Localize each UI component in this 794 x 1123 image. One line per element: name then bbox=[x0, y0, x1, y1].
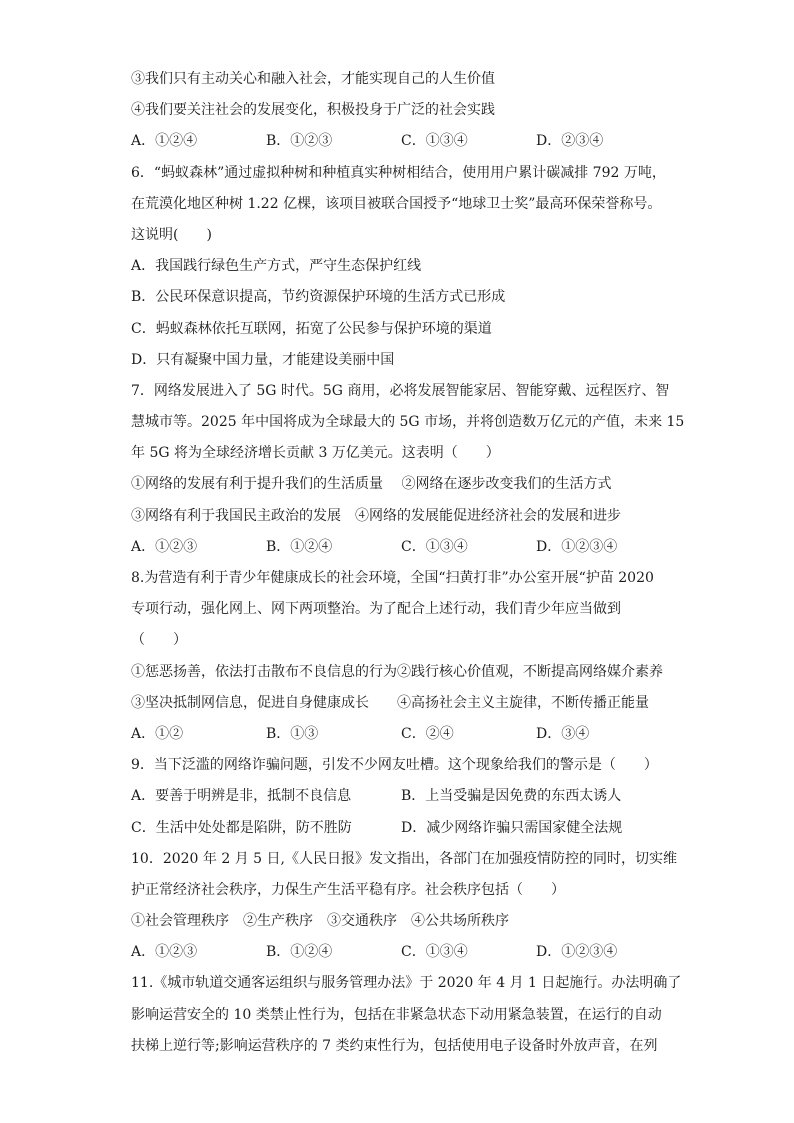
answer-option: B．①②④ bbox=[266, 944, 333, 961]
text-line: ④我们要关注社会的发展变化，积极投身于广泛的社会实践 bbox=[131, 102, 495, 119]
answer-option: A．①②④ bbox=[131, 133, 198, 150]
text-line: 7．网络发展进入了 5G 时代。5G 商用，必将发展智能家居、智能穿戴、远程医疗、智 bbox=[131, 382, 670, 399]
answer-options bbox=[131, 532, 671, 563]
answer-options bbox=[131, 719, 671, 750]
text-line: 这说明( ) bbox=[131, 226, 212, 243]
answer-option: C．①③④ bbox=[401, 944, 468, 961]
answer-option: D．②③④ bbox=[536, 133, 604, 150]
text-line: ③坚决抵制网信息，促进自身健康成长 ④高扬社会主义主旋律，不断传播正能量 bbox=[131, 694, 649, 711]
text-line: C．蚂蚁森林依托互联网，拓宽了公民参与保护环境的渠道 bbox=[131, 320, 492, 337]
text-line: B．公民环保意识提高，节约资源保护环境的生活方式已形成 bbox=[131, 289, 506, 306]
answer-option: A．①②③ bbox=[131, 944, 198, 961]
answer-option: C．生活中处处都是陷阱，防不胜防 bbox=[131, 819, 352, 836]
text-line: ①惩恶扬善，依法打击散布不良信息的行为②践行核心价值观，不断提高网络媒介素养 bbox=[131, 663, 663, 680]
answer-option: C．②④ bbox=[401, 725, 454, 742]
answer-option: D．减少网络诈骗只需国家健全法规 bbox=[401, 819, 623, 836]
answer-option: B．①②④ bbox=[266, 538, 333, 555]
text-line: D．只有凝聚中国力量，才能建设美丽中国 bbox=[131, 351, 395, 368]
answer-option: B．①③ bbox=[266, 725, 319, 742]
text-line: （ ） bbox=[131, 632, 187, 649]
text-line: 专项行动，强化网上、网下两项整治。为了配合上述行动，我们青少年应当做到 bbox=[131, 601, 621, 618]
text-line: 年 5G 将为全球经济增长贡献 3 万亿美元。这表明（ ） bbox=[131, 445, 500, 462]
answer-option: A．要善于明辨是非，抵制不良信息 bbox=[131, 788, 352, 805]
answer-options bbox=[131, 126, 671, 157]
question-text bbox=[131, 64, 685, 1062]
text-line: 9．当下泛滥的网络诈骗问题，引发不少网友吐槽。这个现象给我们的警示是（ ） bbox=[131, 757, 658, 774]
text-line: A．我国践行绿色生产方式，严守生态保护红线 bbox=[131, 258, 422, 275]
text-line: 慧城市等。2025 年中国将成为全球最大的 5G 市场，并将创造数万亿元的产值，未来 15 bbox=[131, 414, 685, 431]
answer-option: C．①③④ bbox=[401, 538, 468, 555]
answer-option: B．①②③ bbox=[266, 133, 333, 150]
answer-option: B．上当受骗是因免费的东西太诱人 bbox=[401, 788, 622, 805]
text-line: 在荒漠化地区种树 1.22 亿棵，该项目被联合国授予“地球卫士奖”最高环保荣誉称号。 bbox=[131, 195, 662, 212]
answer-option: A．①② bbox=[131, 725, 184, 742]
answer-option: D．①②③④ bbox=[536, 538, 618, 555]
answer-option: A．①②③ bbox=[131, 538, 198, 555]
text-line: ③网络有利于我国民主政治的发展 ④网络的发展能促进经济社会的发展和进步 bbox=[131, 507, 621, 524]
text-line: ①社会管理秩序 ②生产秩序 ③交通秩序 ④公共场所秩序 bbox=[131, 913, 509, 930]
text-line: 11.《城市轨道交通客运组织与服务管理办法》于 2020 年 4 月 1 日起施行。办法明确了 bbox=[131, 975, 682, 992]
answer-option: C．①③④ bbox=[401, 133, 468, 150]
text-line: 6．“蚂蚁森林”通过虚拟种树和种植真实种树相结合，使用用户累计碳减排 792 万吨， bbox=[131, 164, 666, 181]
answer-options bbox=[131, 781, 671, 812]
text-line: ③我们只有主动关心和融入社会，才能实现自己的人生价值 bbox=[131, 71, 495, 87]
text-line: 影响运营安全的 10 类禁止性行为，包括在非紧急状态下动用紧急装置，在运行的自动 bbox=[131, 1006, 662, 1023]
text-line: 扶梯上逆行等;影响运营秩序的 7 类约束性行为，包括使用电子设备时外放声音，在列 bbox=[131, 1037, 658, 1054]
text-line: ①网络的发展有利于提升我们的生活质量 ②网络在逐步改变我们的生活方式 bbox=[131, 476, 612, 493]
text-line: 护正常经济社会秩序，力保生产生活平稳有序。社会秩序包括（ ） bbox=[131, 881, 565, 898]
answer-option: D．③④ bbox=[536, 725, 590, 742]
answer-options bbox=[131, 937, 671, 968]
answer-options bbox=[131, 813, 671, 844]
answer-option: D．①②③④ bbox=[536, 944, 618, 961]
text-line: 10．2020 年 2 月 5 日,《人民日报》发文指出，各部门在加强疫情防控的同时，切实维 bbox=[131, 850, 677, 867]
text-line: 8.为营造有利于青少年健康成长的社会环境，全国“扫黄打非”办公室开展“护苗 2020 bbox=[131, 570, 654, 586]
